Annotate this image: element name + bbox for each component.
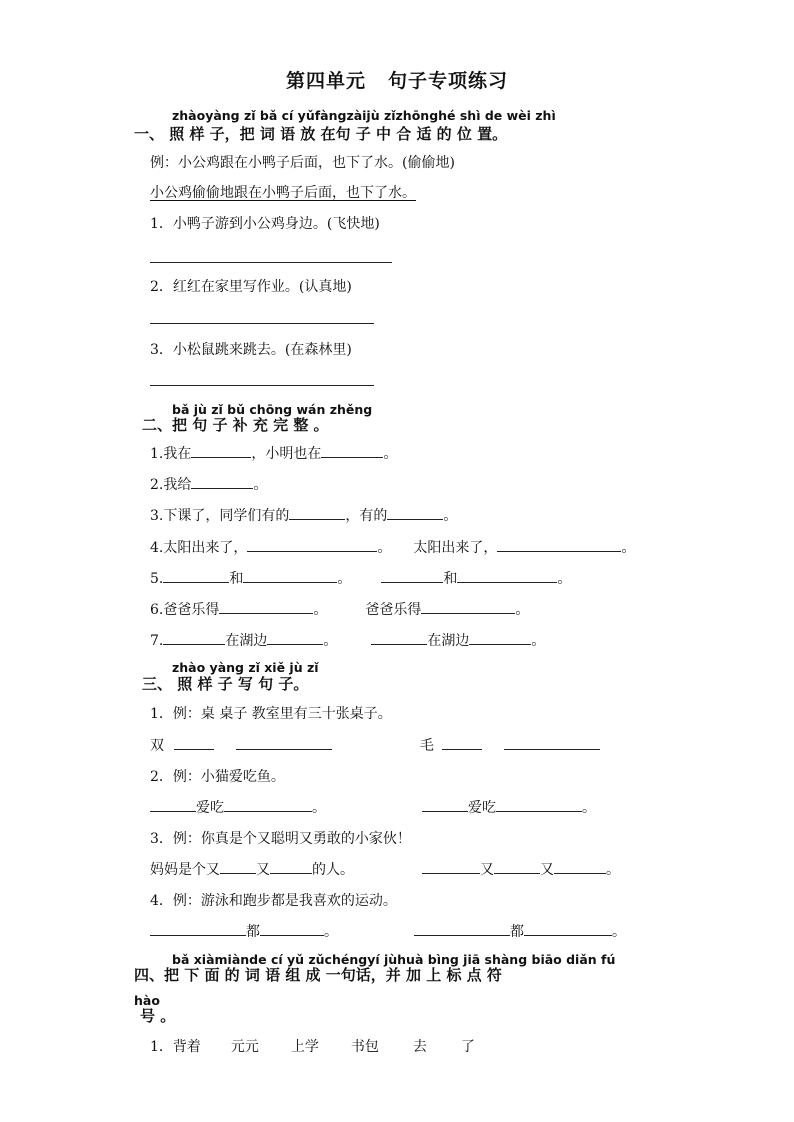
title-topic: 句子专项练习 xyxy=(388,70,509,92)
answer-line-1[interactable] xyxy=(150,262,392,263)
section1-item-2: 2．红红在家里写作业。(认真地) xyxy=(150,279,352,295)
fill-blank[interactable] xyxy=(414,921,510,936)
section2-item-5: 5. 和 。 和 。 xyxy=(150,568,571,588)
page-title xyxy=(0,66,794,93)
fill-blank[interactable] xyxy=(469,630,531,645)
section2-heading: 二、把 句 子 补 充 完 整 。 xyxy=(142,416,329,434)
fill-blank[interactable] xyxy=(554,859,606,874)
fill-blank[interactable] xyxy=(387,505,443,520)
answer-line-3[interactable] xyxy=(150,385,374,386)
fill-blank[interactable] xyxy=(150,921,246,936)
fill-blank[interactable] xyxy=(496,797,582,812)
fill-blank[interactable] xyxy=(220,859,256,874)
fill-blank[interactable] xyxy=(270,859,312,874)
fill-blank[interactable] xyxy=(224,797,312,812)
section1-heading: 一、 照 样 子，把 词 语 放 在句 子 中 合 适 的 位 置。 xyxy=(134,125,508,143)
section4-heading-2: 号 。 xyxy=(140,1007,176,1025)
section1-item-3: 3．小松鼠跳来跳去。(在森林里) xyxy=(150,342,352,358)
section3-heading: 三、 照 样 子 写 句 子。 xyxy=(142,675,309,693)
fill-blank[interactable] xyxy=(381,568,443,583)
section4-pinyin: bǎ xiàmiànde cí yǔ zǔchéngyí jùhuà bìng jiā shàng biāo diǎn fú xyxy=(172,952,616,967)
fill-blank[interactable] xyxy=(267,630,323,645)
fill-blank[interactable] xyxy=(524,921,612,936)
section2-item-1: 1.我在 ，小明也在 。 xyxy=(150,443,397,463)
answer-line-2[interactable] xyxy=(150,323,374,324)
fill-blank[interactable] xyxy=(422,859,480,874)
word: 1．背着 xyxy=(150,1039,201,1055)
title-unit: 第四单元 xyxy=(285,70,366,92)
section2-item-2: 2.我给 。 xyxy=(150,474,267,494)
section3-pinyin: zhào yàng zǐ xiě jù zǐ xyxy=(172,660,319,675)
section3-row-4: 都 。 都 。 xyxy=(150,921,626,941)
fill-blank[interactable] xyxy=(174,735,214,750)
fill-blank[interactable] xyxy=(289,505,345,520)
section4-pinyin-2: hào xyxy=(134,993,160,1008)
fill-blank[interactable] xyxy=(219,599,313,614)
word: 上学 xyxy=(290,1039,319,1055)
fill-blank[interactable] xyxy=(494,859,540,874)
fill-blank[interactable] xyxy=(260,921,324,936)
section2-item-7: 7. 在湖边 。 在湖边 。 xyxy=(150,630,545,650)
fill-blank[interactable] xyxy=(497,537,621,552)
section3-example-2: 2．例：小猫爱吃鱼。 xyxy=(150,769,285,785)
section3-example-4: 4．例：游泳和跑步都是我喜欢的运动。 xyxy=(150,893,397,909)
section3-example-3: 3．例：你真是个又聪明又勇敢的小家伙！ xyxy=(150,831,411,847)
section1-example-question: 例：小公鸡跟在小鸭子后面，也下了水。(偷偷地) xyxy=(150,155,455,171)
fill-blank[interactable] xyxy=(247,537,377,552)
fill-blank[interactable] xyxy=(150,797,196,812)
section1-example-answer: 小公鸡偷偷地跟在小鸭子后面，也下了水。 xyxy=(150,185,416,201)
fill-blank[interactable] xyxy=(191,443,251,458)
fill-blank[interactable] xyxy=(442,735,482,750)
fill-blank[interactable] xyxy=(422,797,468,812)
section2-item-6: 6.爸爸乐得 。 爸爸乐得 。 xyxy=(150,599,529,619)
section3-row-3: 妈妈是个又 又 的人。 又 又 。 xyxy=(150,859,620,879)
section1-item-1: 1．小鸭子游到小公鸡身边。(飞快地) xyxy=(150,216,380,232)
fill-blank[interactable] xyxy=(457,568,557,583)
section2-item-4: 4.太阳出来了， 。 太阳出来了， 。 xyxy=(150,537,635,557)
fill-blank[interactable] xyxy=(421,599,515,614)
word: 了 xyxy=(460,1039,475,1055)
section2-pinyin: bǎ jù zǐ bǔ chōng wán zhěng xyxy=(172,402,373,417)
section3-example-1: 1．例：桌 桌子 教室里有三十张桌子。 xyxy=(150,706,392,722)
word: 去 xyxy=(412,1039,427,1055)
fill-blank[interactable] xyxy=(163,630,225,645)
word: 书包 xyxy=(350,1039,379,1055)
section2-item-3: 3.下课了，同学们有的 ，有的 。 xyxy=(150,505,457,525)
fill-blank[interactable] xyxy=(243,568,337,583)
word: 元元 xyxy=(230,1039,259,1055)
section4-heading: 四、把 下 面 的 词 语 组 成 一句话，并 加 上 标 点 符 xyxy=(134,966,502,984)
fill-blank[interactable] xyxy=(371,630,427,645)
fill-blank[interactable] xyxy=(191,474,253,489)
fill-blank[interactable] xyxy=(504,735,600,750)
section3-row-2: 爱吃 。 爱吃 。 xyxy=(150,797,596,817)
fill-blank[interactable] xyxy=(321,443,383,458)
section4-words xyxy=(150,1036,475,1056)
fill-blank[interactable] xyxy=(163,568,229,583)
section1-pinyin: zhàoyàng zǐ bǎ cí yǔfàngzàijù zǐzhōnghé shì de wèi zhì xyxy=(172,108,556,123)
section3-row-1: 双 毛 xyxy=(150,735,600,755)
fill-blank[interactable] xyxy=(236,735,332,750)
